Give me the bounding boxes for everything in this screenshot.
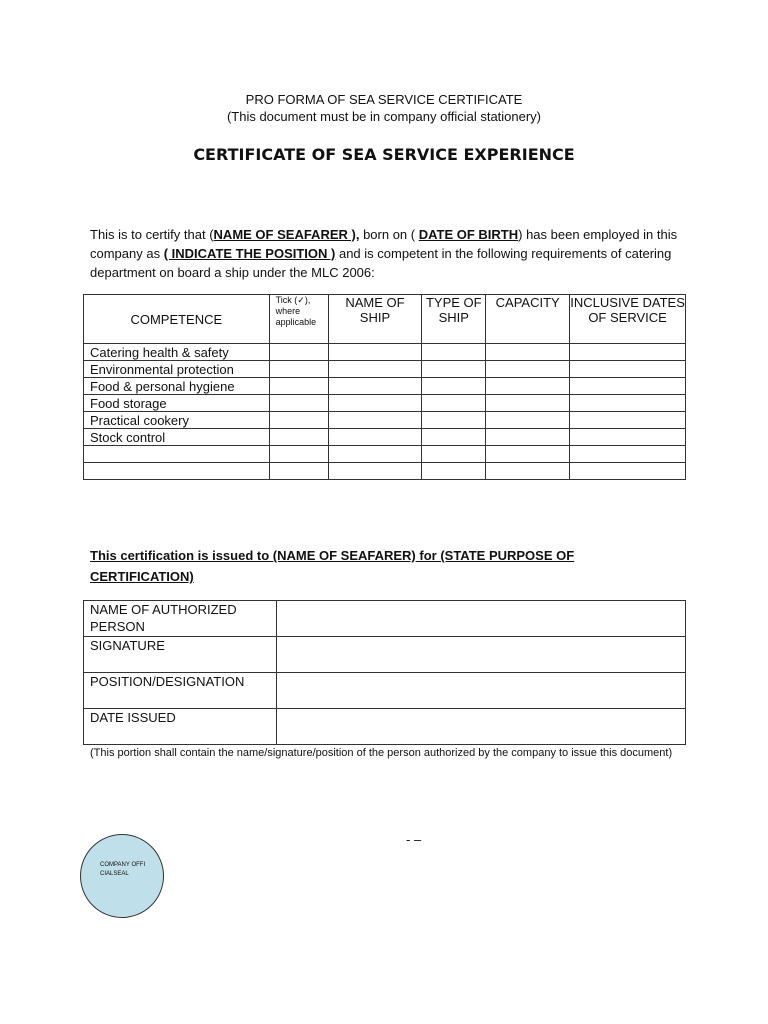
entry-cell[interactable] [486, 429, 570, 446]
competence-cell: Practical cookery [84, 412, 270, 429]
entry-cell[interactable] [269, 446, 328, 463]
auth-row [84, 673, 686, 709]
table-header-row [84, 295, 686, 344]
competence-table [83, 294, 686, 480]
dob-placeholder: DATE OF BIRTH [418, 227, 519, 242]
entry-cell[interactable] [328, 344, 422, 361]
entry-cell[interactable] [486, 446, 570, 463]
entry-cell[interactable] [486, 361, 570, 378]
entry-cell[interactable] [570, 446, 686, 463]
entry-cell[interactable] [422, 344, 486, 361]
entry-cell[interactable] [486, 344, 570, 361]
entry-cell[interactable] [422, 395, 486, 412]
competence-cell [84, 446, 270, 463]
auth-row [84, 637, 686, 673]
entry-cell[interactable] [570, 395, 686, 412]
entry-cell[interactable] [328, 446, 422, 463]
competence-cell: Environmental protection [84, 361, 270, 378]
col-ship-type: TYPE OF SHIP [422, 295, 486, 344]
entry-cell[interactable] [328, 412, 422, 429]
col-tick: Tick (✓), where applicable [269, 295, 328, 344]
entry-cell[interactable] [422, 429, 486, 446]
table-row [84, 361, 686, 378]
entry-cell[interactable] [570, 344, 686, 361]
company-seal [80, 834, 164, 918]
entry-cell[interactable] [328, 395, 422, 412]
entry-cell[interactable] [570, 412, 686, 429]
table-row [84, 446, 686, 463]
competence-cell: Food storage [84, 395, 270, 412]
certify-paragraph: This is to certify that (NAME OF SEAFARER ), born on ( DATE OF BIRTH) has been employed in this company as ( INDICATE THE POSITION ) and is competent in the following requirements of catering department on board a ship under the MLC 2006: [90, 227, 678, 280]
entry-cell[interactable] [269, 378, 328, 395]
seafarer-name-placeholder: NAME OF SEAFARER ), [213, 227, 360, 242]
auth-label: NAME OF AUTHORIZED PERSON [84, 601, 277, 637]
entry-cell[interactable] [422, 361, 486, 378]
auth-label: SIGNATURE [84, 637, 277, 673]
competence-cell [84, 463, 270, 480]
competence-cell: Food & personal hygiene [84, 378, 270, 395]
entry-cell[interactable] [422, 463, 486, 480]
entry-cell[interactable] [570, 378, 686, 395]
col-dates: INCLUSIVE DATES OF SERVICE [570, 295, 686, 344]
authorization-table [83, 600, 686, 745]
auth-row [84, 601, 686, 637]
entry-cell[interactable] [328, 378, 422, 395]
pro-forma-heading: PRO FORMA OF SEA SERVICE CERTIFICATE [245, 92, 523, 107]
document-title: CERTIFICATE OF SEA SERVICE EXPERIENCE [193, 145, 575, 164]
auth-label: DATE ISSUED [84, 709, 277, 745]
entry-cell[interactable] [422, 446, 486, 463]
auth-value-field[interactable] [276, 601, 685, 637]
stationery-note: (This document must be in company official stationery) [226, 109, 542, 124]
entry-cell[interactable] [486, 463, 570, 480]
certification-statement: This certification is issued to (NAME OF SEAFARER) for (STATE PURPOSE OF CERTIFICATION) [90, 548, 575, 584]
table-row [84, 412, 686, 429]
table-row [84, 463, 686, 480]
entry-cell[interactable] [422, 378, 486, 395]
entry-cell[interactable] [269, 344, 328, 361]
entry-cell[interactable] [328, 429, 422, 446]
entry-cell[interactable] [486, 395, 570, 412]
auth-value-field[interactable] [276, 673, 685, 709]
seal-label: COMPANY OFFICIALSEAL [100, 862, 146, 877]
entry-cell[interactable] [269, 429, 328, 446]
entry-cell[interactable] [328, 463, 422, 480]
dash-mark: - – [406, 832, 422, 847]
position-placeholder: ( INDICATE THE POSITION ) [163, 246, 336, 261]
entry-cell[interactable] [570, 361, 686, 378]
col-competence: COMPETENCE [84, 295, 270, 344]
table-row [84, 344, 686, 361]
auth-label: POSITION/DESIGNATION [84, 673, 277, 709]
auth-row [84, 709, 686, 745]
entry-cell[interactable] [269, 395, 328, 412]
authorization-note: (This portion shall contain the name/signature/position of the person authorized by the company to issue this document) [90, 747, 673, 759]
entry-cell[interactable] [269, 361, 328, 378]
competence-cell: Stock control [84, 429, 270, 446]
entry-cell[interactable] [570, 463, 686, 480]
entry-cell[interactable] [570, 429, 686, 446]
entry-cell[interactable] [269, 463, 328, 480]
competence-cell: Catering health & safety [84, 344, 270, 361]
col-ship-name: NAME OF SHIP [328, 295, 422, 344]
entry-cell[interactable] [269, 412, 328, 429]
auth-value-field[interactable] [276, 709, 685, 745]
entry-cell[interactable] [422, 412, 486, 429]
entry-cell[interactable] [486, 378, 570, 395]
table-row [84, 378, 686, 395]
col-capacity: CAPACITY [486, 295, 570, 344]
table-row [84, 429, 686, 446]
table-row [84, 395, 686, 412]
entry-cell[interactable] [328, 361, 422, 378]
auth-value-field[interactable] [276, 637, 685, 673]
entry-cell[interactable] [486, 412, 570, 429]
